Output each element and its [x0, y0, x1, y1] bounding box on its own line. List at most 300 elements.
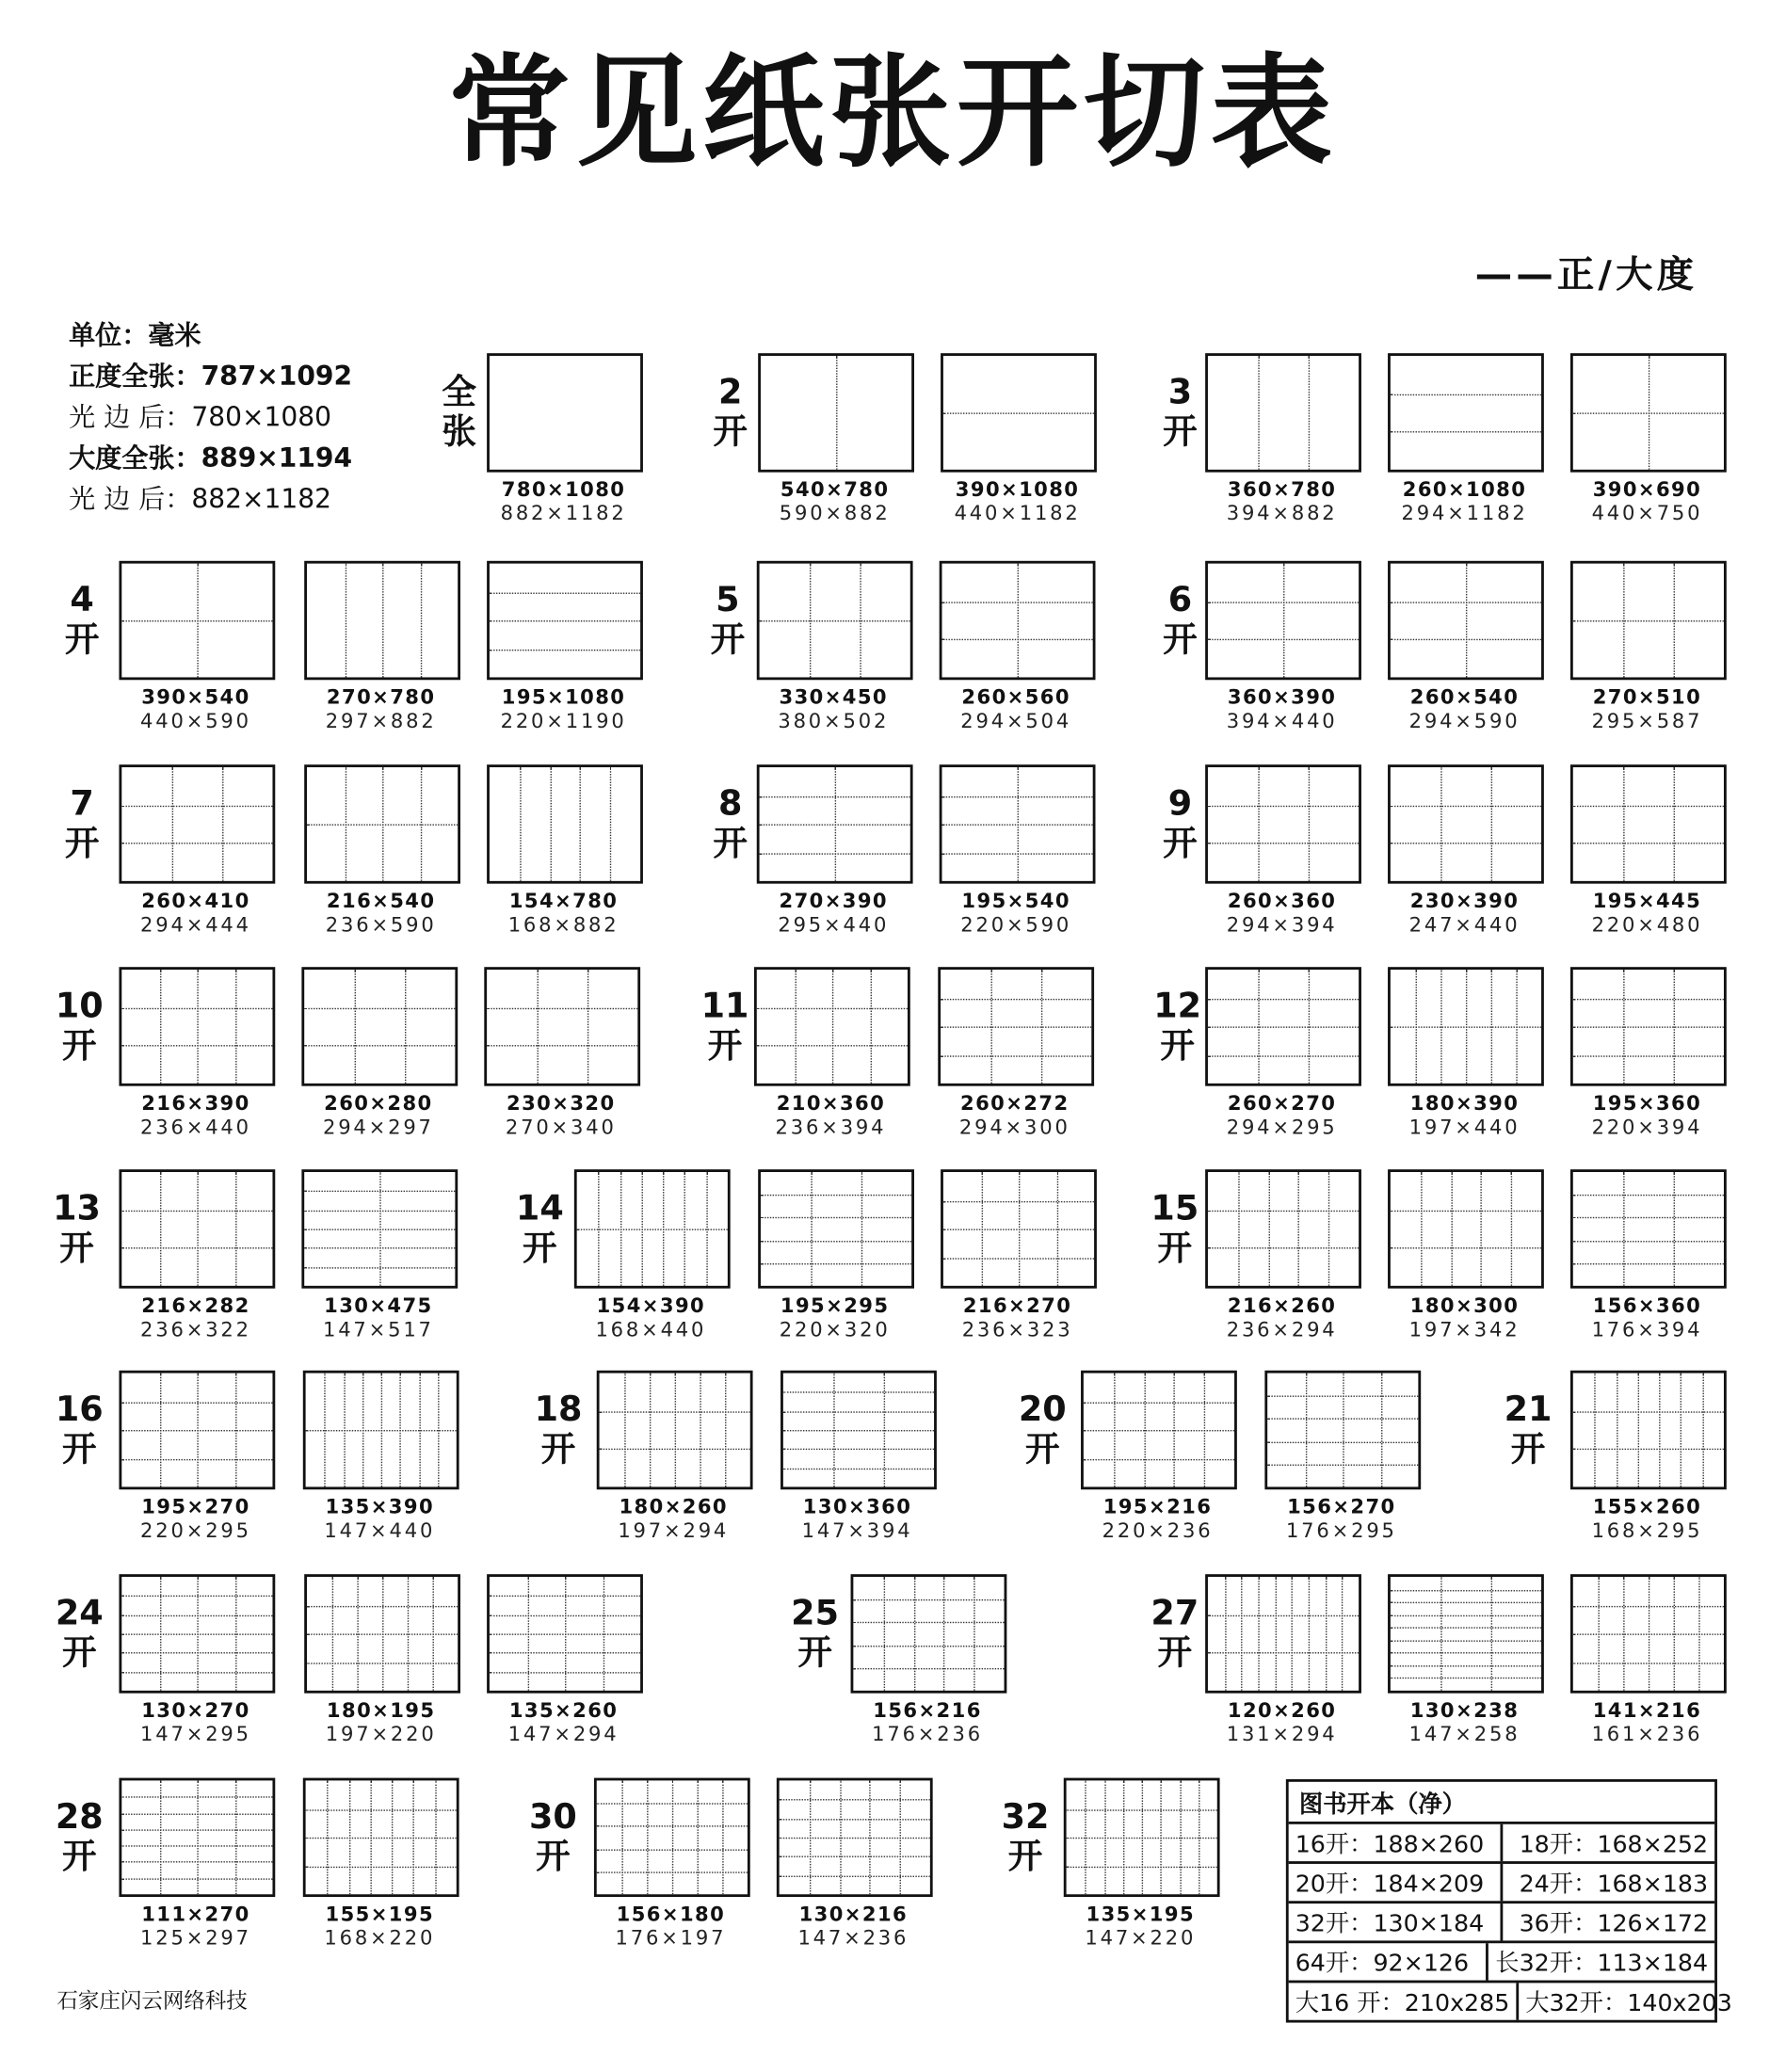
sheet-size-caption [104, 1495, 289, 1543]
cut-line [761, 1263, 911, 1264]
untrimmed-size: 294×297 [322, 1115, 434, 1139]
cut-line [121, 1797, 272, 1798]
group-label [53, 1390, 105, 1470]
sheet-size-caption [742, 1293, 927, 1341]
book-size-cell: 大32开：140x203 [1525, 1989, 1732, 2017]
finished-size: 156×270 [1287, 1494, 1396, 1519]
cut-line [1275, 1577, 1276, 1691]
sheet-size-caption [471, 685, 656, 733]
sheet-size-caption [835, 1698, 1021, 1746]
cut-line [1391, 1602, 1541, 1603]
sheet-size-caption [1372, 1293, 1557, 1341]
finished-size: 216×270 [962, 1293, 1072, 1318]
cut-line [795, 970, 796, 1084]
cut-line [1067, 1809, 1217, 1810]
group-label [1151, 987, 1204, 1066]
cut-line [1267, 1396, 1418, 1397]
finished-size: 260×270 [1227, 1091, 1337, 1116]
cut-line [780, 1875, 930, 1876]
sheet-diagram [487, 1574, 643, 1693]
untrimmed-size: 197×294 [618, 1518, 730, 1543]
group-label-top: 30 [528, 1797, 577, 1838]
cut-line [761, 1195, 911, 1196]
untrimmed-size: 247×440 [1408, 912, 1521, 937]
cut-line [197, 970, 198, 1084]
cut-line [345, 564, 346, 678]
untrimmed-size: 131×294 [1226, 1722, 1338, 1746]
untrimmed-size: 176×197 [615, 1925, 727, 1951]
cut-line [1573, 998, 1724, 999]
unit-label: 单位：毫米 [69, 318, 201, 351]
cut-line [520, 767, 521, 881]
sheet-diagram [1205, 1169, 1361, 1288]
finished-size: 130×360 [802, 1494, 912, 1519]
group-label [532, 1390, 585, 1470]
cut-line [1573, 620, 1724, 621]
untrimmed-size: 380×502 [778, 709, 890, 733]
sheet-diagram [758, 353, 914, 472]
sheet-diagram [597, 1371, 753, 1489]
sheet-size-caption [104, 1698, 289, 1746]
group-label [1016, 1390, 1069, 1470]
cut-line [1511, 1172, 1512, 1286]
cut-line [1637, 1373, 1638, 1487]
cut-line [1258, 1577, 1259, 1691]
finished-size: 154×390 [596, 1293, 706, 1318]
cut-line [1238, 1172, 1239, 1286]
group-label [1149, 1189, 1201, 1268]
cut-line [490, 1672, 640, 1673]
untrimmed-size: 294×590 [1408, 709, 1521, 733]
untrimmed-size: 220×236 [1102, 1518, 1214, 1543]
group-label-bottom: 开 [540, 1430, 576, 1470]
cut-line [1309, 1577, 1310, 1691]
cut-line [870, 970, 871, 1084]
cut-line [675, 1373, 676, 1487]
cut-line [121, 1046, 272, 1047]
cut-line [1258, 356, 1259, 470]
cut-line [197, 1172, 198, 1286]
sheet-diagram [1388, 764, 1544, 883]
book-size-row [1289, 1903, 1714, 1943]
cut-line [1391, 1614, 1541, 1615]
sheet-diagram [1205, 967, 1361, 1085]
finished-size: 260×410 [141, 889, 250, 913]
sheet-diagram [941, 1169, 1097, 1288]
cut-line [307, 1662, 458, 1663]
cut-line [722, 1780, 723, 1894]
book-size-row [1289, 1983, 1732, 2019]
sheet-diagram [1570, 561, 1727, 680]
sheet-diagram [303, 1371, 459, 1489]
sheet-size-caption [1554, 1293, 1740, 1341]
sheet-diagram [938, 967, 1094, 1085]
group-label-bottom: 开 [1157, 1229, 1193, 1269]
cut-line [121, 1458, 272, 1459]
sheet-diagram [487, 561, 643, 680]
untrimmed-size: 294×504 [960, 709, 1072, 733]
sheet-size-caption [925, 477, 1110, 525]
cut-line [487, 1007, 637, 1008]
cut-line [760, 853, 910, 854]
sheet-size-caption [742, 477, 927, 525]
untrimmed-size: 297×882 [325, 709, 437, 733]
cut-line [490, 1614, 640, 1615]
sheet-size-caption [1554, 889, 1740, 937]
sheet-size-caption [1189, 1293, 1375, 1341]
group-label-top: 3 [1167, 373, 1193, 413]
group-label-bottom: 开 [1163, 620, 1198, 661]
cut-line [1084, 1430, 1234, 1431]
untrimmed-size: 220×1190 [500, 709, 627, 733]
group-label-bottom: 开 [797, 1633, 832, 1674]
cut-line [121, 1210, 272, 1211]
finished-size: 130×270 [141, 1698, 250, 1723]
cut-line [760, 795, 910, 796]
untrimmed-size: 294×394 [1226, 912, 1338, 937]
sheet-diagram [1388, 1574, 1544, 1693]
finished-size: 216×390 [141, 1091, 250, 1116]
cut-line [1391, 1026, 1541, 1027]
group-label [513, 1189, 566, 1268]
cut-line [121, 1596, 272, 1597]
finished-size: 195×1080 [501, 684, 626, 710]
cut-line [405, 970, 406, 1084]
cut-line [672, 1780, 673, 1894]
group-label [526, 1798, 579, 1877]
group-label [53, 987, 105, 1066]
group-label-bottom: 开 [1025, 1430, 1060, 1470]
cut-line [943, 1258, 1094, 1259]
sheet-size-caption [1189, 1091, 1375, 1139]
untrimmed-size: 294×295 [1226, 1115, 1338, 1139]
cut-line [941, 1026, 1091, 1027]
sheet-diagram [301, 967, 458, 1085]
cut-line [1573, 805, 1724, 806]
cut-line [600, 1411, 750, 1412]
finished-size: 780×1080 [501, 477, 626, 502]
finished-size: 156×180 [616, 1902, 726, 1926]
untrimmed-size: 176×295 [1285, 1518, 1397, 1543]
cut-line [121, 1248, 272, 1249]
cut-line [647, 1780, 648, 1894]
cut-line [1573, 1263, 1724, 1264]
cut-line [597, 1826, 748, 1827]
group-label-bottom: 开 [62, 1026, 97, 1067]
cut-line [1380, 1373, 1381, 1487]
group-label-top: 18 [534, 1389, 583, 1431]
cut-line [1491, 1577, 1492, 1691]
cut-line [1067, 1838, 1217, 1839]
cut-line [304, 1007, 455, 1008]
cut-line [757, 1007, 908, 1008]
cut-line [1208, 1210, 1359, 1211]
cut-line [1573, 843, 1724, 844]
cut-line [121, 620, 272, 621]
untrimmed-size: 147×440 [324, 1518, 436, 1543]
group-label-top: 24 [55, 1594, 104, 1634]
sheet-diagram [941, 353, 1097, 472]
finished-size: 195×360 [1592, 1091, 1702, 1116]
sheet-diagram [1570, 353, 1727, 472]
sheet-diagram [303, 1778, 459, 1897]
cut-line [1328, 1172, 1329, 1286]
cut-line [1573, 1411, 1724, 1412]
finished-size: 330×450 [779, 684, 889, 710]
cut-line [836, 356, 837, 470]
group-label-top: 9 [1167, 784, 1193, 825]
finished-size: 260×540 [1409, 684, 1520, 710]
sheet-diagram [757, 561, 913, 680]
group-label-bottom: 开 [1163, 824, 1198, 864]
sheet-diagram [1081, 1371, 1237, 1489]
cut-line [1481, 1172, 1482, 1286]
cut-line [172, 767, 173, 881]
sheet-size-caption [1189, 889, 1375, 937]
sheet-size-caption [104, 1903, 289, 1951]
cut-line [1674, 1172, 1675, 1286]
cut-line [1391, 843, 1541, 844]
group-label-top: 32 [1001, 1797, 1050, 1838]
cut-line [121, 843, 272, 844]
sheet-diagram [119, 1169, 275, 1288]
cut-line [1391, 1248, 1541, 1249]
finished-size: 180×300 [1409, 1293, 1520, 1318]
finished-size: 111×270 [141, 1902, 250, 1926]
zhengdu-full: 正度全张：787×1092 [69, 360, 353, 392]
sheet-size-caption [288, 685, 474, 733]
sheet-diagram [304, 1574, 460, 1693]
sheet-size-caption [1372, 685, 1557, 733]
cut-line [853, 1645, 1004, 1646]
sheet-diagram [1064, 1778, 1220, 1897]
sheet-size-caption [104, 889, 289, 937]
group-label-top: 28 [55, 1797, 104, 1838]
group-label [999, 1798, 1052, 1877]
cut-line [1440, 1577, 1441, 1691]
sheet-diagram [304, 764, 460, 883]
cut-line [1067, 1866, 1217, 1867]
untrimmed-size: 220×295 [140, 1518, 251, 1543]
sheet-diagram [487, 764, 643, 883]
cut-line [121, 1829, 272, 1830]
cut-line [1440, 767, 1441, 881]
sheet-size-caption [922, 1091, 1107, 1139]
group-label-bottom: 开 [1160, 1026, 1195, 1067]
untrimmed-size: 295×587 [1591, 709, 1703, 733]
cut-line [490, 649, 640, 650]
group-label-bottom: 开 [64, 620, 100, 661]
sheet-diagram [1570, 967, 1727, 1085]
untrimmed-size: 197×440 [1408, 1115, 1521, 1139]
cut-line [121, 1402, 272, 1403]
sheet-size-caption [287, 1495, 473, 1543]
group-label-bottom: 开 [1163, 412, 1198, 453]
group-label [56, 784, 108, 863]
cut-line [1208, 1614, 1359, 1615]
untrimmed-size: 125×297 [140, 1925, 251, 1951]
finished-size: 390×540 [141, 684, 250, 710]
sheet-diagram [1205, 561, 1361, 680]
paper-info [69, 314, 352, 520]
cut-line [306, 1866, 457, 1867]
cut-line [1451, 1172, 1452, 1286]
cut-line [861, 1172, 862, 1286]
sheet-diagram [940, 561, 1096, 680]
sheet-size-caption [741, 889, 926, 937]
sheet-diagram [119, 967, 275, 1085]
cut-line [1573, 1633, 1724, 1634]
finished-size: 156×360 [1592, 1293, 1702, 1318]
book-size-cell: 64开：92×126 [1289, 1943, 1489, 1980]
untrimmed-size: 147×258 [1408, 1722, 1521, 1746]
cut-line [780, 1838, 930, 1839]
group-label [1153, 373, 1206, 452]
group-label-bottom: 开 [1510, 1430, 1546, 1470]
group-label [53, 1594, 105, 1673]
sheet-size-caption [288, 889, 474, 937]
sheet-size-caption [104, 685, 289, 733]
cut-line [1702, 1373, 1703, 1487]
cut-line [853, 1599, 1004, 1600]
untrimmed-size: 147×236 [797, 1925, 909, 1951]
sheet-diagram [1570, 1169, 1727, 1288]
cut-line [1391, 639, 1541, 640]
finished-size: 141×216 [1592, 1698, 1702, 1723]
cut-line [1208, 843, 1359, 844]
finished-size: 135×390 [325, 1494, 435, 1519]
cut-line [1391, 432, 1541, 433]
group-label-top: 11 [700, 987, 749, 1027]
group-label-top: 12 [1153, 987, 1202, 1027]
finished-size: 270×510 [1592, 684, 1702, 710]
book-size-cell: 16开：188×260 [1289, 1824, 1504, 1861]
cut-line [1573, 1605, 1724, 1606]
cut-line [783, 1430, 934, 1431]
group-label-bottom: 开 [62, 1633, 97, 1674]
sheet-diagram [119, 1371, 275, 1489]
untrimmed-size: 394×882 [1226, 501, 1338, 525]
finished-size: 180×390 [1409, 1091, 1520, 1116]
sheet-size-caption [286, 1293, 472, 1341]
cut-line [121, 1614, 272, 1615]
group-label-bottom: 开 [62, 1837, 97, 1877]
cut-line [1305, 1373, 1306, 1487]
group-label [433, 373, 486, 452]
sheet-size-caption [1554, 1091, 1740, 1139]
cut-line [650, 1373, 651, 1487]
untrimmed-size: 294×444 [140, 912, 251, 937]
sheet-diagram [301, 1169, 458, 1288]
cut-line [832, 970, 833, 1084]
cut-line [304, 1046, 455, 1047]
cut-line [537, 970, 538, 1084]
cut-line [943, 1200, 1094, 1201]
finished-size: 260×272 [960, 1091, 1070, 1116]
cut-line [234, 970, 235, 1084]
cut-line [610, 767, 611, 881]
cut-line [580, 767, 581, 881]
book-size-cell: 20开：184×209 [1289, 1864, 1504, 1901]
cut-line [783, 1468, 934, 1469]
finished-size: 195×540 [961, 889, 1070, 913]
cut-line [1267, 1441, 1418, 1442]
cut-line [1258, 767, 1259, 881]
cut-line [355, 970, 356, 1084]
sheet-size-caption [578, 1903, 764, 1951]
sheet-diagram [484, 967, 640, 1085]
group-label-bottom: 开 [1157, 1633, 1193, 1674]
cut-line [1595, 1373, 1596, 1487]
sheet-size-caption [1554, 1698, 1740, 1746]
cut-line [1659, 1373, 1660, 1487]
cut-line [780, 1856, 930, 1857]
cut-line [1268, 1172, 1269, 1286]
finished-size: 195×216 [1102, 1494, 1213, 1519]
untrimmed-size: 236×440 [140, 1115, 251, 1139]
cut-line [973, 1577, 974, 1691]
finished-size: 130×475 [324, 1293, 433, 1318]
untrimmed-size: 236×294 [1226, 1317, 1338, 1341]
group-label-top: 4 [70, 580, 94, 621]
cut-line [1208, 639, 1359, 640]
cut-line [121, 1813, 272, 1814]
cut-line [1267, 1464, 1418, 1465]
sheet-diagram [119, 1778, 275, 1897]
group-label-bottom: 开 [1007, 1837, 1043, 1877]
finished-size: 260×280 [324, 1091, 433, 1116]
group-label-bottom: 开 [62, 1430, 97, 1470]
cut-line [121, 1653, 272, 1654]
group-label-top: 7 [70, 784, 94, 825]
cut-line [382, 564, 383, 678]
group-label-bottom: 开 [59, 1229, 94, 1269]
cut-line [1573, 412, 1724, 413]
cut-line [883, 1577, 884, 1691]
cut-line [783, 1449, 934, 1450]
cut-line [121, 805, 272, 806]
cut-line [121, 1430, 272, 1431]
sheet-diagram [594, 1778, 750, 1897]
group-label-top: 全 [442, 373, 476, 413]
untrimmed-size: 882×1182 [500, 501, 627, 525]
cut-line [624, 1373, 625, 1487]
sheet-size-caption [1372, 477, 1557, 525]
cut-line [783, 1392, 934, 1393]
cut-line [760, 824, 910, 825]
group-label [704, 784, 757, 863]
untrimmed-size: 147×295 [140, 1722, 251, 1746]
cut-line [698, 1780, 699, 1894]
sheet-size-caption [761, 1903, 946, 1951]
sheet-size-caption [471, 477, 656, 525]
sheet-size-caption [924, 889, 1109, 937]
cut-line [159, 1172, 160, 1286]
book-size-cell: 18开：168×252 [1519, 1830, 1709, 1859]
group-label-bottom: 开 [713, 412, 748, 453]
cut-line [1208, 1653, 1359, 1654]
cut-line [913, 1577, 914, 1691]
sheet-diagram [1388, 967, 1544, 1085]
untrimmed-size: 220×320 [779, 1317, 891, 1341]
sheet-diagram [1205, 353, 1361, 472]
cut-line [1573, 1055, 1724, 1056]
sheet-diagram [574, 1169, 731, 1288]
cut-line [121, 1633, 272, 1634]
untrimmed-size: 440×590 [140, 709, 251, 733]
untrimmed-size: 294×300 [958, 1115, 1070, 1139]
cut-line [304, 1267, 455, 1268]
